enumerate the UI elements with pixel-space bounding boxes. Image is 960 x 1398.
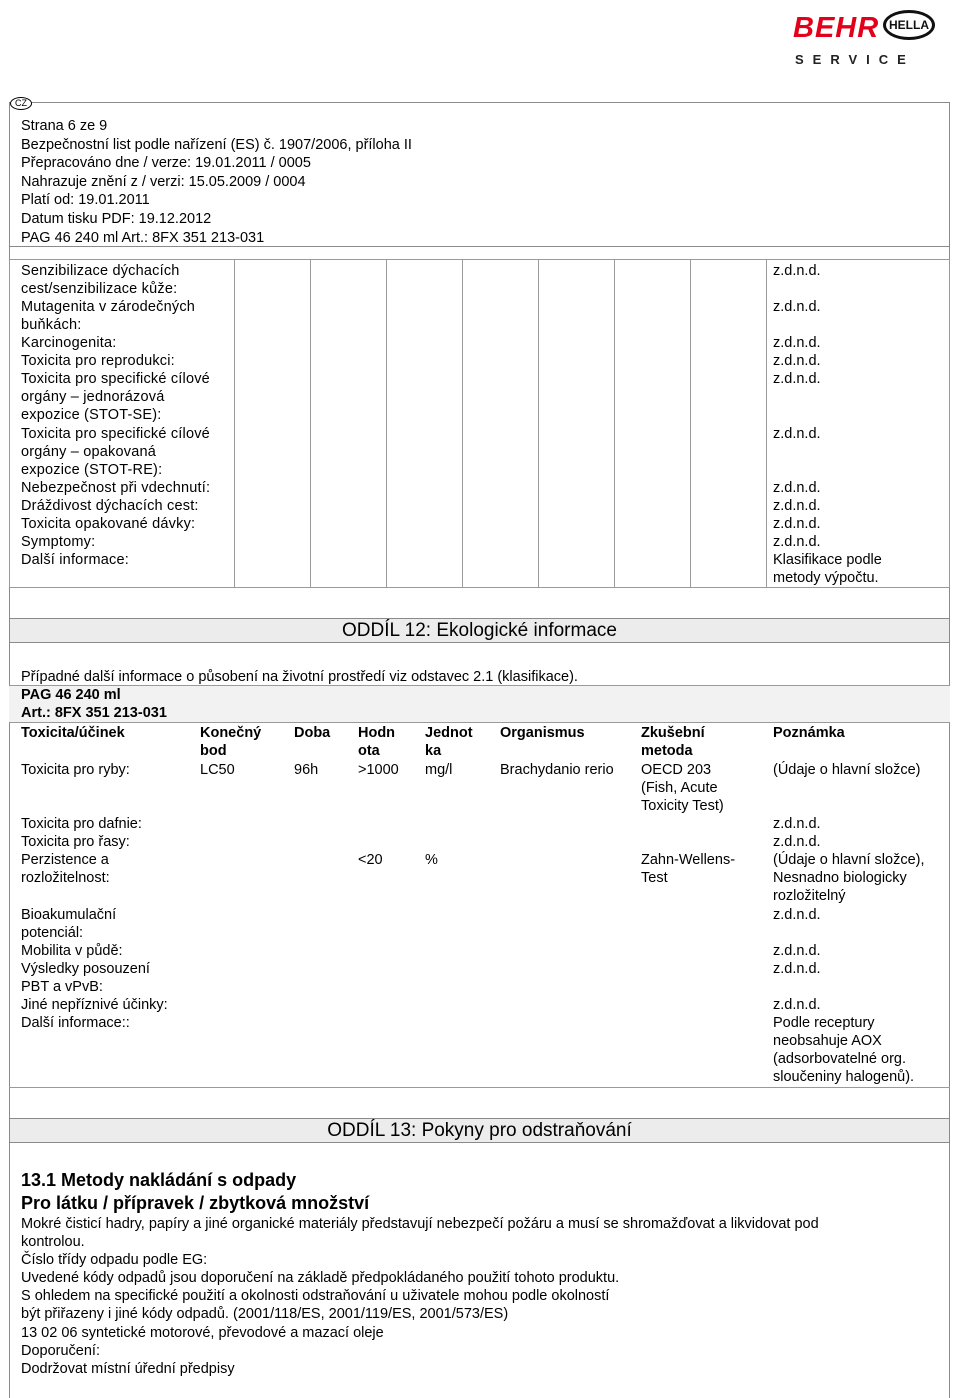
tox-row-value: z.d.n.d. — [773, 480, 821, 496]
eco-column-header: Organismus — [500, 725, 585, 741]
tox-row-value: z.d.n.d. — [773, 371, 821, 387]
tox-row-label: orgány – opakovaná — [21, 444, 157, 460]
tox-table-divider — [690, 259, 691, 588]
tox-table-divider — [766, 259, 767, 588]
eco-column-header: bod — [200, 743, 227, 759]
eco-cell-effect: potenciál: — [21, 925, 84, 941]
tox-row-label: Další informace: — [21, 552, 129, 568]
tox-table-divider — [234, 259, 235, 588]
eco-column-header: Toxicita/účinek — [21, 725, 125, 741]
tox-row-value: z.d.n.d. — [773, 498, 821, 514]
hella-logo: HELLA — [883, 10, 935, 40]
eco-cell-effect: Perzistence a — [21, 852, 109, 868]
eco-column-header: Konečný — [200, 725, 262, 741]
tox-row-label: Dráždivost dýchacích cest: — [21, 498, 199, 514]
header-line: Strana 6 ze 9 — [21, 118, 108, 134]
tox-row-label: Toxicita pro specifické cílové — [21, 426, 210, 442]
header-line: PAG 46 240 ml Art.: 8FX 351 213-031 — [21, 229, 265, 246]
tox-row-label: orgány – jednorázová — [21, 389, 165, 405]
tox-row-label: Senzibilizace dýchacích — [21, 263, 180, 279]
eco-column-header: Zkušební — [641, 725, 705, 741]
eco-cell-effect: Bioakumulační — [21, 907, 117, 923]
eco-cell-note: sloučeniny halogenů). — [773, 1069, 915, 1085]
header-line: Bezpečnostní list podle nařízení (ES) č. 1907/2006, příloha II — [21, 136, 412, 153]
eco-cell-unit: mg/l — [425, 762, 453, 778]
tox-row-label: expozice (STOT-SE): — [21, 407, 162, 423]
section-13-line: kontrolou. — [21, 1234, 85, 1250]
eco-cell-effect: Další informace:: — [21, 1015, 130, 1031]
section-13-line: Doporučení: — [21, 1343, 100, 1359]
eco-column-header: Doba — [294, 725, 331, 741]
section-13-line: 13 02 06 syntetické motorové, převodové a mazací oleje — [21, 1325, 384, 1341]
section-13-line: být přiřazeny i jiné kódy odpadů. (2001/118/ES, 2001/119/ES, 2001/573/ES) — [21, 1306, 509, 1322]
eco-cell-note: z.d.n.d. — [773, 834, 821, 850]
header-divider — [9, 246, 950, 247]
tox-row-value: metody výpočtu. — [773, 570, 879, 586]
section-13-heading: 13.1 Metody nakládání s odpady — [21, 1170, 297, 1190]
header-line: Platí od: 19.01.2011 — [21, 192, 150, 209]
eco-cell-note: z.d.n.d. — [773, 907, 821, 923]
tox-row-label: Toxicita pro reprodukci: — [21, 353, 175, 369]
eco-cell-effect: Jiné nepříznivé účinky: — [21, 997, 168, 1013]
eco-column-header: metoda — [641, 743, 693, 759]
language-badge: CZ — [10, 97, 32, 110]
eco-cell-method: OECD 203 — [641, 762, 712, 778]
section-13-line: Dodržovat místní úřední předpisy — [21, 1361, 235, 1377]
section-13-line: S ohledem na specifické použití a okolnosti odstraňování u uživatele mohou podle okolností — [21, 1288, 610, 1304]
eco-column-header: Jednot — [425, 725, 473, 741]
tox-row-label: buňkách: — [21, 317, 82, 333]
eco-cell-note: z.d.n.d. — [773, 943, 821, 959]
tox-row-label: expozice (STOT-RE): — [21, 462, 163, 478]
tox-table-divider — [462, 259, 463, 588]
section-13-line: Mokré čisticí hadry, papíry a jiné organické materiály představují nebezpečí požáru a musí se shromažďovat a likvidovat pod — [21, 1216, 819, 1232]
tox-row-label: Mutagenita v zárodečných — [21, 299, 196, 315]
eco-column-header: Poznámka — [773, 725, 845, 741]
eco-cell-method: Zahn-Wellens- — [641, 852, 736, 868]
header-line: Přepracováno dne / verze: 19.01.2011 / 0005 — [21, 155, 311, 172]
tox-row-label: Symptomy: — [21, 534, 96, 550]
eco-cell-value: >1000 — [358, 762, 399, 778]
eco-cell-unit: % — [425, 852, 438, 868]
eco-table-rule — [9, 722, 950, 723]
eco-cell-effect: Výsledky posouzení — [21, 961, 150, 977]
eco-cell-method: Toxicity Test) — [641, 798, 724, 814]
eco-cell-note: neobsahuje AOX — [773, 1033, 882, 1049]
eco-cell-value: <20 — [358, 852, 383, 868]
eco-table-bottom — [9, 1087, 950, 1088]
product-name: PAG 46 240 ml — [21, 687, 121, 703]
eco-cell-effect: PBT a vPvB: — [21, 979, 103, 995]
tox-row-value: z.d.n.d. — [773, 534, 821, 550]
eco-cell-note: (Údaje o hlavní složce) — [773, 762, 921, 778]
eco-cell-endpoint: LC50 — [200, 762, 235, 778]
product-article: Art.: 8FX 351 213-031 — [21, 705, 167, 721]
section-13-title: ODDÍL 13: Pokyny pro odstraňování — [9, 1118, 950, 1143]
eco-cell-note: Nesnadno biologicky — [773, 870, 907, 886]
tox-row-label: Toxicita pro specifické cílové — [21, 371, 210, 387]
tox-row-value: z.d.n.d. — [773, 299, 821, 315]
eco-column-header: ka — [425, 743, 442, 759]
tox-row-value: Klasifikace podle — [773, 552, 882, 568]
eco-cell-note: rozložitelný — [773, 888, 846, 904]
eco-cell-note: z.d.n.d. — [773, 816, 821, 832]
eco-cell-method: (Fish, Acute — [641, 780, 718, 796]
eco-cell-effect: Toxicita pro dafnie: — [21, 816, 142, 832]
tox-row-value: z.d.n.d. — [773, 426, 821, 442]
eco-column-header: ota — [358, 743, 380, 759]
header-line: Datum tisku PDF: 19.12.2012 — [21, 210, 212, 227]
tox-row-value: z.d.n.d. — [773, 353, 821, 369]
tox-table-divider — [310, 259, 311, 588]
behr-logo: BEHR — [793, 12, 880, 44]
section-12-title: ODDÍL 12: Ekologické informace — [9, 618, 950, 643]
tox-row-label: cest/senzibilizace kůže: — [21, 281, 178, 297]
tox-row-value: z.d.n.d. — [773, 263, 821, 279]
section-13-subheading: Pro látku / přípravek / zbytková množství — [21, 1193, 370, 1213]
tox-row-value: z.d.n.d. — [773, 516, 821, 532]
eco-cell-note: (Údaje o hlavní složce), — [773, 852, 925, 868]
eco-column-header: Hodn — [358, 725, 396, 741]
tox-row-label: Nebezpečnost při vdechnutí: — [21, 480, 211, 496]
eco-cell-effect: Toxicita pro řasy: — [21, 834, 130, 850]
tox-row-label: Karcinogenita: — [21, 335, 117, 351]
tox-row-label: Toxicita opakované dávky: — [21, 516, 196, 532]
eco-cell-method: Test — [641, 870, 668, 886]
eco-cell-organism: Brachydanio rerio — [500, 762, 614, 778]
section-13-line: Uvedené kódy odpadů jsou doporučení na základě předpokládaného použití tohoto produktu. — [21, 1270, 620, 1286]
eco-cell-effect: Toxicita pro ryby: — [21, 762, 130, 778]
section-13-line: Číslo třídy odpadu podle EG: — [21, 1252, 208, 1268]
service-tagline: SERVICE — [795, 52, 915, 67]
eco-cell-note: z.d.n.d. — [773, 961, 821, 977]
tox-table-divider — [386, 259, 387, 588]
header-line: Nahrazuje znění z / verzi: 15.05.2009 / 0004 — [21, 173, 306, 190]
tox-row-value: z.d.n.d. — [773, 335, 821, 351]
eco-cell-note: (adsorbovatelné org. — [773, 1051, 906, 1067]
tox-table-divider — [538, 259, 539, 588]
document-header — [21, 117, 412, 247]
eco-cell-note: Podle receptury — [773, 1015, 875, 1031]
eco-cell-effect: rozložitelnost: — [21, 870, 110, 886]
eco-cell-effect: Mobilita v půdě: — [21, 943, 123, 959]
eco-cell-time: 96h — [294, 762, 319, 778]
eco-cell-note: z.d.n.d. — [773, 997, 821, 1013]
tox-table-divider — [614, 259, 615, 588]
section-12-intro: Případné další informace o působení na životní prostředí viz odstavec 2.1 (klasifikace). — [21, 669, 578, 685]
